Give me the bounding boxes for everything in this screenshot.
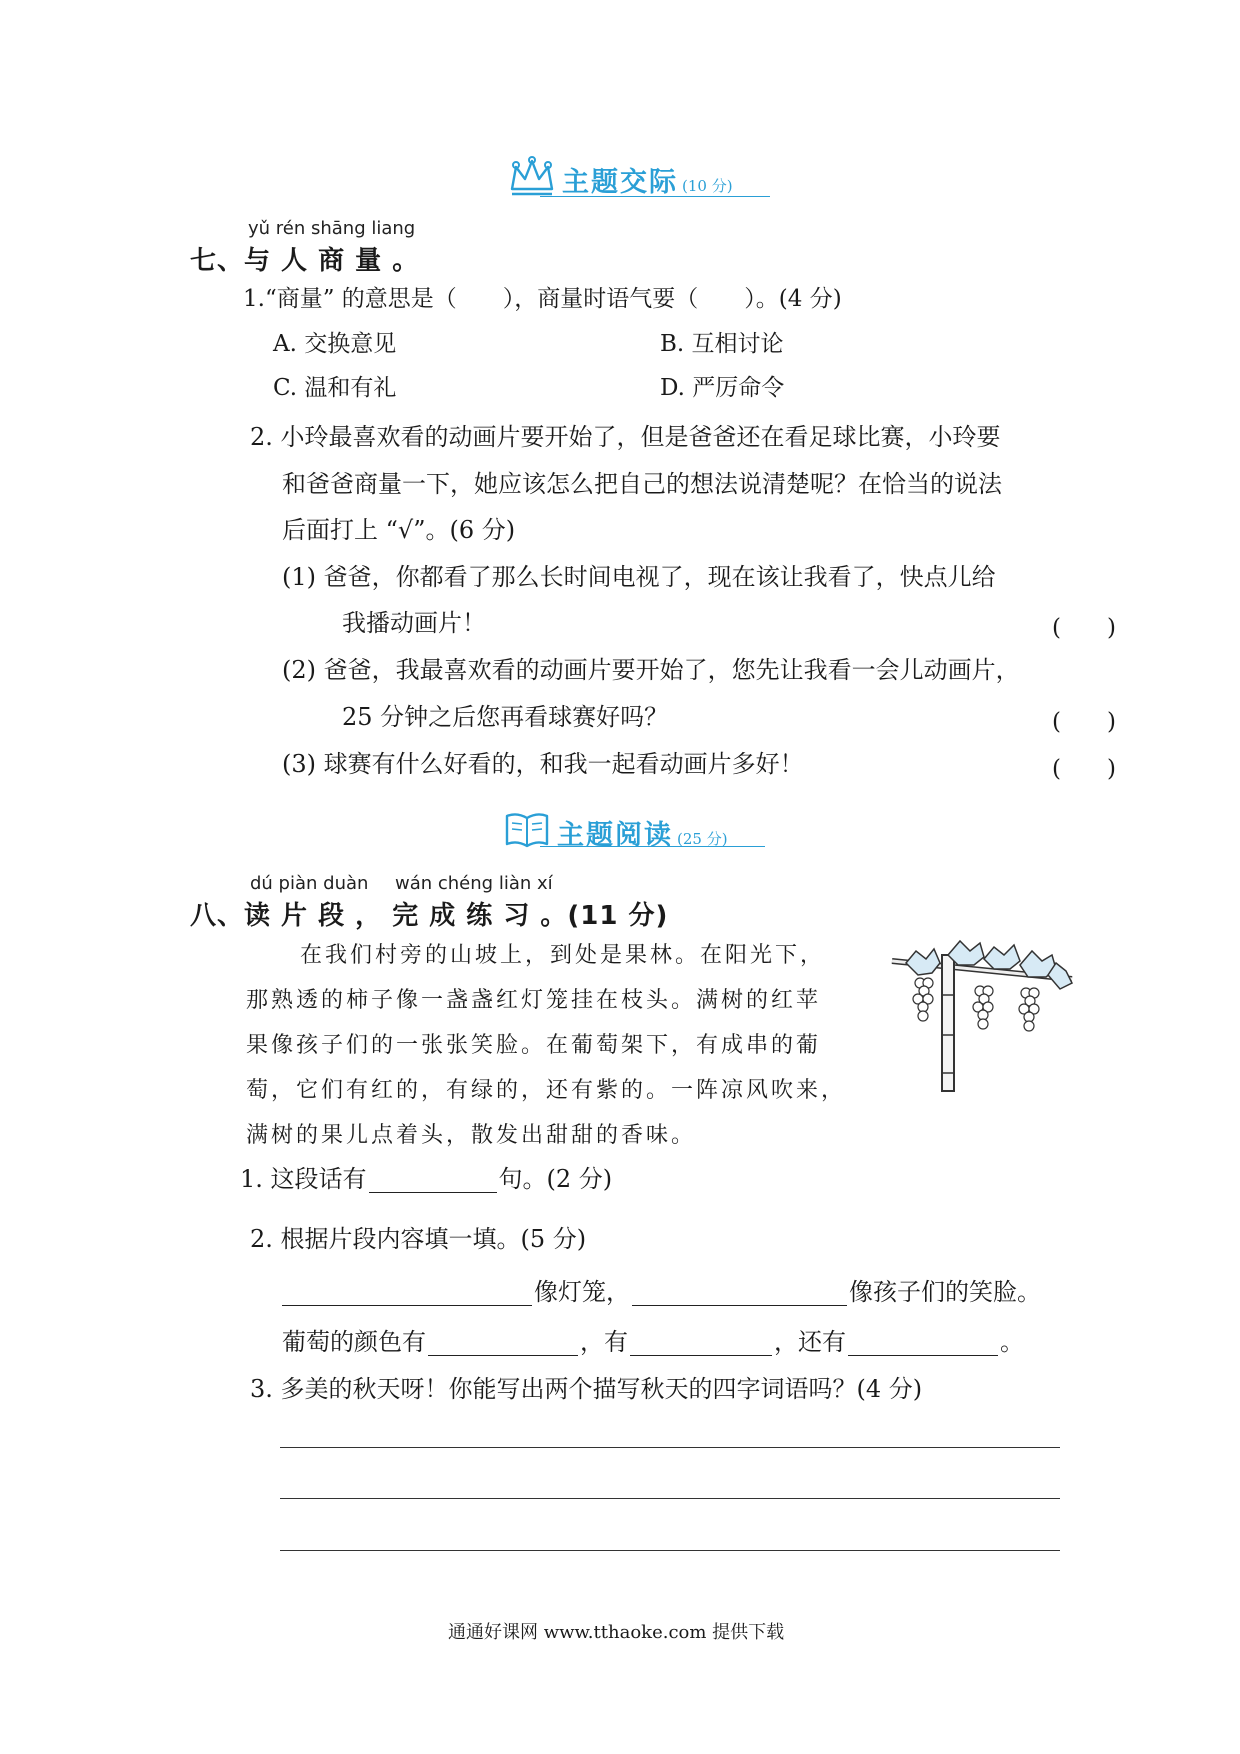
q8-sub2-heading: 2. 根据片段内容填一填。(5 分) bbox=[250, 1225, 587, 1253]
section-score: (10 分) bbox=[682, 177, 733, 195]
passage-line-3: 果像孩子们的一张张笑脸。在葡萄架下，有成串的葡 bbox=[246, 1033, 822, 1058]
passage-line-4: 萄，它们有红的，有绿的，还有紫的。一阵凉风吹来， bbox=[246, 1078, 847, 1103]
q8-sub3-heading: 3. 多美的秋天呀！你能写出两个描写秋天的四字词语吗？(4 分) bbox=[250, 1375, 923, 1403]
q7-sub2-line1: 2. 小玲最喜欢看的动画片要开始了，但是爸爸还在看足球比赛，小玲要 bbox=[250, 423, 1001, 451]
section-banner-communication bbox=[508, 155, 733, 199]
q7-item3-line1: (3) 球赛有什么好看的，和我一起看动画片多好！ bbox=[282, 750, 804, 778]
q8-pinyin-b: wán chéng liàn xí bbox=[395, 873, 553, 894]
q8-sub2-l2c: ，还有 bbox=[774, 1328, 846, 1356]
q7-sub1-text: 1.“商量” 的意思是（ ），商量时语气要（ ）。(4 分) bbox=[243, 286, 842, 312]
passage-line-2: 那熟透的柿子像一盏盏红灯笼挂在枝头。满树的红苹 bbox=[246, 988, 822, 1013]
banner-underline bbox=[540, 196, 770, 197]
section-title: 主题阅读 bbox=[557, 820, 673, 851]
grape-color-blank-2[interactable] bbox=[630, 1331, 772, 1356]
q8-sub2-l2b: ，有 bbox=[580, 1328, 628, 1356]
q8-heading: 八、读 片 段 ， 完 成 练 习 。(11 分) bbox=[190, 901, 669, 931]
q7-heading: 七、与 人 商 量 。 bbox=[190, 246, 420, 276]
smiling-face-fruit-blank[interactable] bbox=[632, 1281, 847, 1306]
answer-line-2[interactable] bbox=[280, 1498, 1060, 1499]
q8-sub1-suffix: 句。(2 分) bbox=[498, 1165, 613, 1193]
crown-icon bbox=[508, 155, 556, 199]
sentence-count-blank[interactable] bbox=[369, 1168, 497, 1193]
answer-line-3[interactable] bbox=[280, 1550, 1060, 1551]
option-b: B. 互相讨论 bbox=[660, 331, 784, 357]
footer-credit: 通通好课网 www.tthaoke.com 提供下载 bbox=[448, 1622, 785, 1643]
answer-line-1[interactable] bbox=[280, 1447, 1060, 1448]
q7-sub2-line2: 和爸爸商量一下，她应该怎么把自己的想法说清楚呢？在恰当的说法 bbox=[282, 470, 1002, 498]
answer-paren-1[interactable]: ( ) bbox=[1052, 615, 1116, 641]
section-title: 主题交际 bbox=[562, 167, 678, 198]
q8-sub2-line2 bbox=[282, 1328, 1024, 1356]
passage-line-1: 在我们村旁的山坡上，到处是果林。在阳光下， bbox=[300, 943, 826, 968]
section-score: (25 分) bbox=[677, 830, 728, 848]
q8-sub2-line1 bbox=[280, 1278, 1041, 1306]
q7-item2-line2: 25 分钟之后您再看球赛好吗？ bbox=[342, 703, 669, 731]
q7-item1-line1: (1) 爸爸，你都看了那么长时间电视了，现在该让我看了，快点儿给 bbox=[282, 563, 996, 591]
q8-sub2-l2d: 。 bbox=[1000, 1328, 1024, 1356]
option-a: A. 交换意见 bbox=[273, 331, 397, 357]
q8-sub1 bbox=[240, 1165, 612, 1193]
option-c: C. 温和有礼 bbox=[273, 375, 397, 401]
answer-paren-2[interactable]: ( ) bbox=[1052, 709, 1116, 735]
grape-vine-illustration bbox=[888, 935, 1078, 1095]
q7-item2-line1: (2) 爸爸，我最喜欢看的动画片要开始了，您先让我看一会儿动画片， bbox=[282, 656, 1020, 684]
passage-line-5: 满树的果儿点着头，散发出甜甜的香味。 bbox=[246, 1123, 697, 1148]
q8-sub2-l2a: 葡萄的颜色有 bbox=[282, 1328, 426, 1356]
answer-paren-3[interactable]: ( ) bbox=[1052, 756, 1116, 782]
q7-pinyin: yǔ rén shāng liang bbox=[248, 218, 416, 239]
grape-color-blank-3[interactable] bbox=[848, 1331, 998, 1356]
q8-sub1-prefix: 1. 这段话有 bbox=[240, 1165, 367, 1193]
option-d: D. 严厉命令 bbox=[660, 375, 785, 401]
q7-item1-line2: 我播动画片！ bbox=[342, 609, 486, 637]
grape-color-blank-1[interactable] bbox=[428, 1331, 578, 1356]
lantern-fruit-blank[interactable] bbox=[282, 1281, 532, 1306]
q8-sub2-l1a: 像灯笼， bbox=[534, 1278, 630, 1306]
q8-pinyin-a: dú piàn duàn bbox=[250, 873, 369, 894]
banner-underline bbox=[540, 846, 765, 847]
q7-sub2-line3: 后面打上 “√”。(6 分) bbox=[282, 516, 516, 544]
q8-sub2-l1b: 像孩子们的笑脸。 bbox=[849, 1278, 1041, 1306]
